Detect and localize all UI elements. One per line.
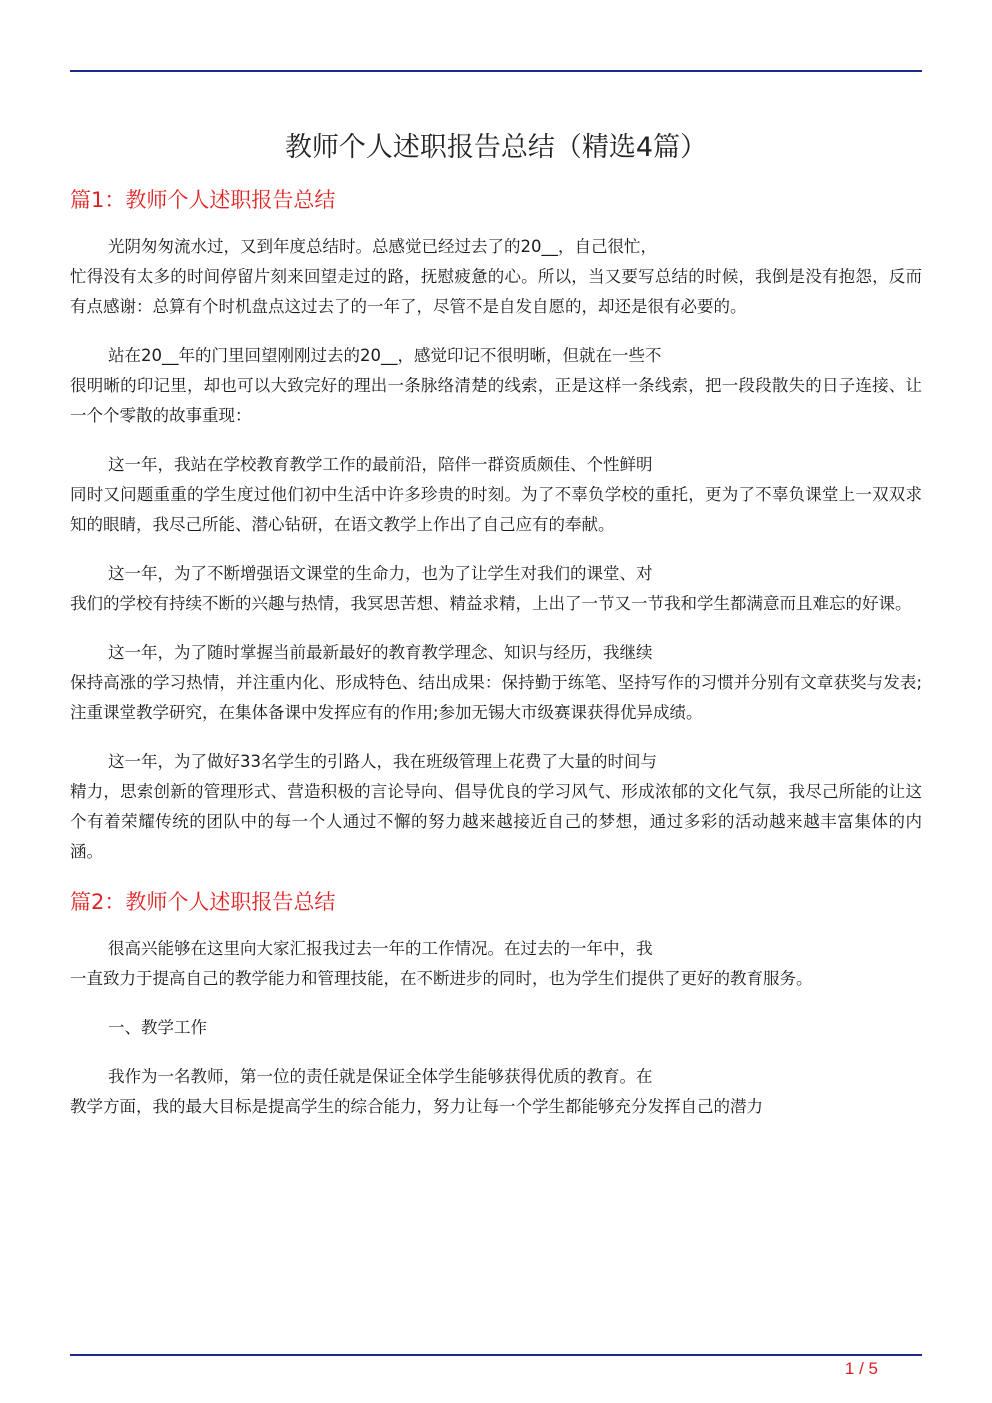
paragraph-body: 同时又问题重重的学生度过他们初中生活中许多珍贵的时刻。为了不辜负学校的重托，更为了不辜负课堂上一双双求知的眼睛，我尽己所能、潜心钻研，在语文教学上作出了自己应有的奉献。 <box>70 485 922 534</box>
paragraph <box>70 450 922 540</box>
paragraph-body: 我们的学校有持续不断的兴趣与热情，我冥思苦想、精益求精，上出了一节又一节我和学生都满意而且难忘的好课。 <box>70 594 912 613</box>
section-2 <box>70 886 922 1122</box>
paragraph-first-line: 很高兴能够在这里向大家汇报我过去一年的工作情况。在过去的一年中，我 <box>108 939 653 958</box>
paragraph-first-line: 光阴匆匆流水过，又到年度总结时。总感觉已经过去了的20__，自己很忙， <box>108 237 657 256</box>
header-rule <box>70 70 922 72</box>
paragraph <box>70 232 922 322</box>
paragraph-body: 忙得没有太多的时间停留片刻来回望走过的路，抚慰疲惫的心。所以，当又要写总结的时候，我倒是没有抱怨，反而有点感谢：总算有个时机盘点这过去了的一年了，尽管不是自发自愿的，却还是很有必要的。 <box>70 267 922 316</box>
section-heading: 篇1：教师个人述职报告总结 <box>70 188 336 212</box>
paragraph-first-line: 这一年，为了做好33名学生的引路人，我在班级管理上花费了大量的时间与 <box>108 752 657 771</box>
document-title: 教师个人述职报告总结（精选4篇） <box>284 132 708 163</box>
paragraph <box>70 747 922 867</box>
document-body <box>70 126 922 1141</box>
paragraph <box>70 1062 922 1122</box>
paragraph <box>70 934 922 994</box>
paragraph <box>70 638 922 728</box>
paragraph-subheading: 一、教学工作 <box>108 1018 207 1037</box>
paragraph-first-line: 站在20__年的门里回望刚刚过去的20__，感觉印记不很明晰，但就在一些不 <box>108 346 662 365</box>
paragraph-body: 一直致力于提高自己的教学能力和管理技能，在不断进步的同时，也为学生们提供了更好的教育服务。 <box>70 969 813 988</box>
paragraph <box>70 559 922 619</box>
page-number: 1 / 5 <box>844 1359 878 1378</box>
paragraph-body: 保持高涨的学习热情，并注重内化、形成特色、结出成果：保持勤于练笔、坚持写作的习惯并分别有文章获奖与发表;注重课堂教学研究，在集体备课中发挥应有的作用;参加无锡大市级赛课获得优异成绩。 <box>70 673 922 722</box>
paragraph-body: 很明晰的印记里，却也可以大致完好的理出一条脉络清楚的线索，正是这样一条线索，把一段段散失的日子连接、让一个个零散的故事重现： <box>70 376 922 425</box>
paragraph-first-line: 这一年，我站在学校教育教学工作的最前沿，陪伴一群资质颇佳、个性鲜明 <box>108 455 653 474</box>
section-heading: 篇2：教师个人述职报告总结 <box>70 890 336 914</box>
paragraph-body: 精力，思索创新的管理形式、营造积极的言论导向、倡导优良的学习风气、形成浓郁的文化气氛，我尽己所能的让这个有着荣耀传统的团队中的每一个人通过不懈的努力越来越接近自己的梦想，通过多彩的活动越来越丰富集体的内涵。 <box>70 782 922 861</box>
paragraph-first-line: 这一年，为了不断增强语文课堂的生命力，也为了让学生对我们的课堂、对 <box>108 564 653 583</box>
paragraph <box>70 341 922 431</box>
paragraph <box>70 1013 922 1043</box>
paragraph-first-line: 我作为一名教师，第一位的责任就是保证全体学生能够获得优质的教育。在 <box>108 1067 653 1086</box>
section-1 <box>70 184 922 867</box>
paragraph-first-line: 这一年，为了随时掌握当前最新最好的教育教学理念、知识与经历，我继续 <box>108 643 653 662</box>
paragraph-body: 教学方面，我的最大目标是提高学生的综合能力，努力让每一个学生都能够充分发挥自己的潜力 <box>70 1097 763 1116</box>
footer-rule <box>70 1354 922 1356</box>
